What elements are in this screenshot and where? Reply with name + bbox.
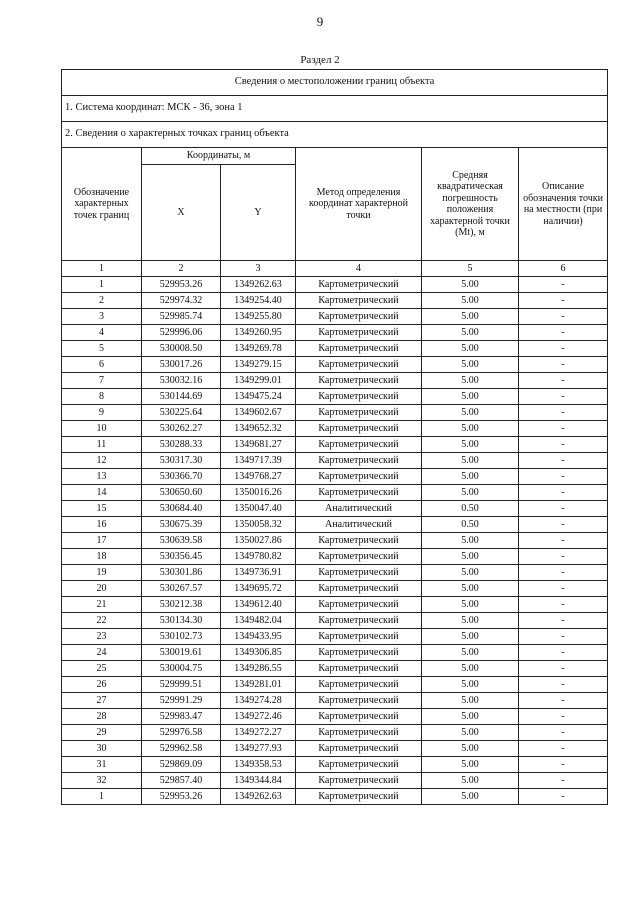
point-number-cell: 25 — [62, 661, 142, 677]
description-cell: - — [519, 293, 608, 309]
y-cell: 1349299.01 — [221, 373, 296, 389]
method-cell: Картометрический — [296, 325, 422, 341]
y-cell: 1350047.40 — [221, 501, 296, 517]
table-row — [62, 485, 608, 501]
table-row — [62, 565, 608, 581]
error-cell: 5.00 — [422, 757, 519, 773]
y-cell: 1349780.82 — [221, 549, 296, 565]
description-cell: - — [519, 309, 608, 325]
y-cell: 1349281.01 — [221, 677, 296, 693]
point-number-cell: 30 — [62, 741, 142, 757]
error-cell: 5.00 — [422, 373, 519, 389]
page-number: 9 — [316, 14, 324, 29]
points-section-title: 2. Сведения о характерных точках границ объекта — [62, 122, 608, 148]
method-cell: Картометрический — [296, 453, 422, 469]
error-cell: 0.50 — [422, 501, 519, 517]
description-cell: - — [519, 437, 608, 453]
table-row — [62, 277, 608, 293]
method-cell: Картометрический — [296, 293, 422, 309]
table-row — [62, 741, 608, 757]
description-cell: - — [519, 725, 608, 741]
y-cell: 1349482.04 — [221, 613, 296, 629]
point-number-cell: 26 — [62, 677, 142, 693]
description-cell: - — [519, 341, 608, 357]
error-cell: 5.00 — [422, 709, 519, 725]
table-row — [62, 325, 608, 341]
method-cell: Картометрический — [296, 677, 422, 693]
error-cell: 5.00 — [422, 549, 519, 565]
x-cell: 530366.70 — [142, 469, 221, 485]
error-cell: 5.00 — [422, 613, 519, 629]
description-cell: - — [519, 357, 608, 373]
x-cell: 530102.73 — [142, 629, 221, 645]
table-row — [62, 453, 608, 469]
y-cell: 1349344.84 — [221, 773, 296, 789]
error-cell: 5.00 — [422, 277, 519, 293]
table-row — [62, 405, 608, 421]
x-cell: 529953.26 — [142, 789, 221, 805]
table-body — [62, 277, 608, 805]
y-cell: 1349695.72 — [221, 581, 296, 597]
table-row — [62, 421, 608, 437]
x-cell: 529953.26 — [142, 277, 221, 293]
description-cell: - — [519, 709, 608, 725]
column-number: 4 — [296, 261, 422, 277]
method-cell: Картометрический — [296, 629, 422, 645]
y-cell: 1349262.63 — [221, 789, 296, 805]
description-cell: - — [519, 645, 608, 661]
description-cell: - — [519, 581, 608, 597]
description-cell: - — [519, 757, 608, 773]
method-cell: Картометрический — [296, 277, 422, 293]
description-cell: - — [519, 693, 608, 709]
x-cell: 529974.32 — [142, 293, 221, 309]
header-method: Метод определения координат характерной точки — [296, 148, 422, 261]
error-cell: 5.00 — [422, 421, 519, 437]
header-coordinates: Координаты, м — [142, 148, 296, 165]
point-number-cell: 29 — [62, 725, 142, 741]
error-cell: 5.00 — [422, 437, 519, 453]
point-number-cell: 3 — [62, 309, 142, 325]
error-cell: 5.00 — [422, 565, 519, 581]
column-number: 6 — [519, 261, 608, 277]
table-row — [62, 469, 608, 485]
table-row — [62, 725, 608, 741]
error-cell: 5.00 — [422, 485, 519, 501]
x-cell: 530144.69 — [142, 389, 221, 405]
description-cell: - — [519, 565, 608, 581]
header-y: Y — [221, 165, 296, 261]
table-row — [62, 629, 608, 645]
method-cell: Картометрический — [296, 789, 422, 805]
method-cell: Картометрический — [296, 693, 422, 709]
point-number-cell: 24 — [62, 645, 142, 661]
method-cell: Картометрический — [296, 741, 422, 757]
description-cell: - — [519, 277, 608, 293]
method-cell: Картометрический — [296, 421, 422, 437]
x-cell: 530032.16 — [142, 373, 221, 389]
method-cell: Картометрический — [296, 645, 422, 661]
point-number-cell: 21 — [62, 597, 142, 613]
error-cell: 5.00 — [422, 453, 519, 469]
x-cell: 529869.09 — [142, 757, 221, 773]
table-row — [62, 389, 608, 405]
description-cell: - — [519, 389, 608, 405]
point-number-cell: 2 — [62, 293, 142, 309]
table-row — [62, 309, 608, 325]
method-cell: Картометрический — [296, 485, 422, 501]
table-row — [62, 597, 608, 613]
point-number-cell: 16 — [62, 517, 142, 533]
error-cell: 5.00 — [422, 773, 519, 789]
point-number-cell: 27 — [62, 693, 142, 709]
y-cell: 1349272.27 — [221, 725, 296, 741]
description-cell: - — [519, 373, 608, 389]
boundary-table — [61, 69, 608, 805]
y-cell: 1349602.67 — [221, 405, 296, 421]
y-cell: 1349272.46 — [221, 709, 296, 725]
point-number-cell: 1 — [62, 277, 142, 293]
x-cell: 529857.40 — [142, 773, 221, 789]
point-number-cell: 19 — [62, 565, 142, 581]
x-cell: 530019.61 — [142, 645, 221, 661]
method-cell: Картометрический — [296, 773, 422, 789]
header-description: Описание обозначения точки на местности (при наличии) — [519, 148, 608, 261]
method-cell: Картометрический — [296, 613, 422, 629]
table-row — [62, 517, 608, 533]
x-cell: 530301.86 — [142, 565, 221, 581]
table-row — [62, 341, 608, 357]
table-row — [62, 645, 608, 661]
point-number-cell: 23 — [62, 629, 142, 645]
table-caption: Сведения о местоположении границ объекта — [62, 70, 608, 96]
description-cell: - — [519, 677, 608, 693]
error-cell: 5.00 — [422, 357, 519, 373]
point-number-cell: 32 — [62, 773, 142, 789]
y-cell: 1350016.26 — [221, 485, 296, 501]
point-number-cell: 9 — [62, 405, 142, 421]
description-cell: - — [519, 421, 608, 437]
x-cell: 530017.26 — [142, 357, 221, 373]
point-number-cell: 6 — [62, 357, 142, 373]
error-cell: 5.00 — [422, 645, 519, 661]
table-row — [62, 581, 608, 597]
coordinate-system: 1. Система координат: МСК - 36, зона 1 — [62, 96, 608, 122]
x-cell: 530225.64 — [142, 405, 221, 421]
y-cell: 1349433.95 — [221, 629, 296, 645]
y-cell: 1350027.86 — [221, 533, 296, 549]
table-row — [62, 773, 608, 789]
point-number-cell: 11 — [62, 437, 142, 453]
point-number-cell: 14 — [62, 485, 142, 501]
method-cell: Картометрический — [296, 533, 422, 549]
x-cell: 529976.58 — [142, 725, 221, 741]
x-cell: 530262.27 — [142, 421, 221, 437]
x-cell: 530212.38 — [142, 597, 221, 613]
point-number-cell: 22 — [62, 613, 142, 629]
y-cell: 1350058.32 — [221, 517, 296, 533]
description-cell: - — [519, 453, 608, 469]
point-number-cell: 1 — [62, 789, 142, 805]
description-cell: - — [519, 613, 608, 629]
x-cell: 530684.40 — [142, 501, 221, 517]
method-cell: Картометрический — [296, 549, 422, 565]
method-cell: Картометрический — [296, 661, 422, 677]
x-cell: 530267.57 — [142, 581, 221, 597]
x-cell: 529983.47 — [142, 709, 221, 725]
x-cell: 530317.30 — [142, 453, 221, 469]
point-number-cell: 15 — [62, 501, 142, 517]
error-cell: 5.00 — [422, 581, 519, 597]
method-cell: Картометрический — [296, 357, 422, 373]
y-cell: 1349652.32 — [221, 421, 296, 437]
y-cell: 1349358.53 — [221, 757, 296, 773]
header-designation: Обозначение характерных точек границ — [62, 148, 142, 261]
y-cell: 1349717.39 — [221, 453, 296, 469]
table-row — [62, 293, 608, 309]
y-cell: 1349269.78 — [221, 341, 296, 357]
error-cell: 5.00 — [422, 741, 519, 757]
point-number-cell: 4 — [62, 325, 142, 341]
table-row — [62, 437, 608, 453]
description-cell: - — [519, 469, 608, 485]
point-number-cell: 28 — [62, 709, 142, 725]
description-cell: - — [519, 501, 608, 517]
method-cell: Аналитический — [296, 501, 422, 517]
table-row — [62, 677, 608, 693]
point-number-cell: 7 — [62, 373, 142, 389]
x-cell: 529985.74 — [142, 309, 221, 325]
method-cell: Картометрический — [296, 405, 422, 421]
description-cell: - — [519, 517, 608, 533]
y-cell: 1349768.27 — [221, 469, 296, 485]
error-cell: 5.00 — [422, 533, 519, 549]
table-row — [62, 789, 608, 805]
x-cell: 529996.06 — [142, 325, 221, 341]
x-cell: 530356.45 — [142, 549, 221, 565]
error-cell: 5.00 — [422, 597, 519, 613]
table-row — [62, 661, 608, 677]
x-cell: 529962.58 — [142, 741, 221, 757]
method-cell: Картометрический — [296, 757, 422, 773]
y-cell: 1349254.40 — [221, 293, 296, 309]
y-cell: 1349681.27 — [221, 437, 296, 453]
point-number-cell: 31 — [62, 757, 142, 773]
y-cell: 1349255.80 — [221, 309, 296, 325]
point-number-cell: 20 — [62, 581, 142, 597]
description-cell: - — [519, 629, 608, 645]
y-cell: 1349736.91 — [221, 565, 296, 581]
table-row — [62, 709, 608, 725]
x-cell: 530004.75 — [142, 661, 221, 677]
x-cell: 530675.39 — [142, 517, 221, 533]
y-cell: 1349277.93 — [221, 741, 296, 757]
table-row — [62, 549, 608, 565]
error-cell: 5.00 — [422, 789, 519, 805]
table-row — [62, 613, 608, 629]
error-cell: 5.00 — [422, 325, 519, 341]
table-row — [62, 533, 608, 549]
description-cell: - — [519, 485, 608, 501]
point-number-cell: 18 — [62, 549, 142, 565]
point-number-cell: 5 — [62, 341, 142, 357]
description-cell: - — [519, 597, 608, 613]
error-cell: 5.00 — [422, 677, 519, 693]
error-cell: 0.50 — [422, 517, 519, 533]
error-cell: 5.00 — [422, 389, 519, 405]
x-cell: 530650.60 — [142, 485, 221, 501]
method-cell: Картометрический — [296, 581, 422, 597]
point-number-cell: 17 — [62, 533, 142, 549]
description-cell: - — [519, 773, 608, 789]
method-cell: Картометрический — [296, 309, 422, 325]
y-cell: 1349475.24 — [221, 389, 296, 405]
y-cell: 1349612.40 — [221, 597, 296, 613]
method-cell: Картометрический — [296, 597, 422, 613]
x-cell: 530134.30 — [142, 613, 221, 629]
y-cell: 1349306.85 — [221, 645, 296, 661]
y-cell: 1349279.15 — [221, 357, 296, 373]
header-x: X — [142, 165, 221, 261]
method-cell: Аналитический — [296, 517, 422, 533]
error-cell: 5.00 — [422, 341, 519, 357]
error-cell: 5.00 — [422, 469, 519, 485]
y-cell: 1349260.95 — [221, 325, 296, 341]
method-cell: Картометрический — [296, 725, 422, 741]
y-cell: 1349262.63 — [221, 277, 296, 293]
error-cell: 5.00 — [422, 309, 519, 325]
x-cell: 529991.29 — [142, 693, 221, 709]
table-row — [62, 501, 608, 517]
error-cell: 5.00 — [422, 293, 519, 309]
method-cell: Картометрический — [296, 565, 422, 581]
x-cell: 530288.33 — [142, 437, 221, 453]
point-number-cell: 8 — [62, 389, 142, 405]
y-cell: 1349286.55 — [221, 661, 296, 677]
method-cell: Картометрический — [296, 341, 422, 357]
method-cell: Картометрический — [296, 389, 422, 405]
description-cell: - — [519, 325, 608, 341]
error-cell: 5.00 — [422, 693, 519, 709]
error-cell: 5.00 — [422, 629, 519, 645]
method-cell: Картометрический — [296, 709, 422, 725]
description-cell: - — [519, 405, 608, 421]
error-cell: 5.00 — [422, 405, 519, 421]
column-number: 3 — [221, 261, 296, 277]
point-number-cell: 12 — [62, 453, 142, 469]
description-cell: - — [519, 549, 608, 565]
description-cell: - — [519, 661, 608, 677]
header-error: Средняя квадратическая погрешность положения характерной точки (Mt), м — [422, 148, 519, 261]
description-cell: - — [519, 741, 608, 757]
column-number: 2 — [142, 261, 221, 277]
column-number: 1 — [62, 261, 142, 277]
section-title: Раздел 2 — [300, 54, 340, 66]
x-cell: 529999.51 — [142, 677, 221, 693]
table-row — [62, 357, 608, 373]
x-cell: 530639.58 — [142, 533, 221, 549]
point-number-cell: 10 — [62, 421, 142, 437]
description-cell: - — [519, 533, 608, 549]
table-row — [62, 757, 608, 773]
column-number: 5 — [422, 261, 519, 277]
y-cell: 1349274.28 — [221, 693, 296, 709]
method-cell: Картометрический — [296, 373, 422, 389]
table-row — [62, 373, 608, 389]
x-cell: 530008.50 — [142, 341, 221, 357]
table-row — [62, 693, 608, 709]
error-cell: 5.00 — [422, 661, 519, 677]
description-cell: - — [519, 789, 608, 805]
error-cell: 5.00 — [422, 725, 519, 741]
method-cell: Картометрический — [296, 437, 422, 453]
method-cell: Картометрический — [296, 469, 422, 485]
point-number-cell: 13 — [62, 469, 142, 485]
